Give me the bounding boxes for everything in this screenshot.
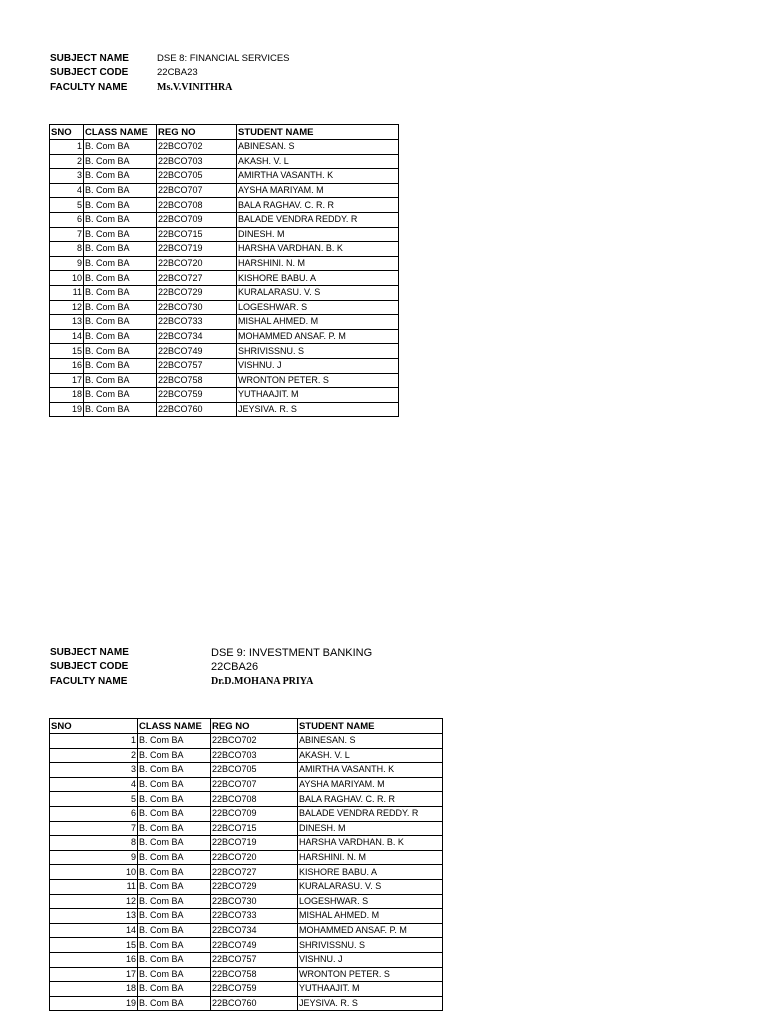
table-row bbox=[50, 909, 443, 924]
cell-student-name: BALADE VENDRA REDDY. R bbox=[298, 806, 443, 821]
table-row bbox=[50, 923, 443, 938]
cell-reg-no: 22BCO719 bbox=[157, 242, 237, 257]
table-row bbox=[50, 300, 399, 315]
student-table-2 bbox=[49, 718, 443, 1011]
table-row bbox=[50, 183, 399, 198]
table-row bbox=[50, 748, 443, 763]
cell-sno: 10 bbox=[50, 271, 84, 286]
cell-reg-no: 22BCO757 bbox=[157, 358, 237, 373]
cell-sno: 3 bbox=[50, 763, 138, 778]
cell-sno: 10 bbox=[50, 865, 138, 880]
cell-sno: 1 bbox=[50, 734, 138, 749]
table-row bbox=[50, 982, 443, 997]
cell-class-name: B. Com BA bbox=[84, 373, 157, 388]
cell-reg-no: 22BCO729 bbox=[211, 879, 298, 894]
cell-student-name: LOGESHWAR. S bbox=[237, 300, 399, 315]
cell-reg-no: 22BCO708 bbox=[157, 198, 237, 213]
table-row bbox=[50, 212, 399, 227]
cell-student-name: HARSHINI. N. M bbox=[237, 256, 399, 271]
cell-sno: 16 bbox=[50, 952, 138, 967]
table-row bbox=[50, 821, 443, 836]
subject-code-value: 22CBA26 bbox=[211, 661, 259, 673]
cell-reg-no: 22BCO719 bbox=[211, 836, 298, 851]
cell-sno: 14 bbox=[50, 329, 84, 344]
cell-reg-no: 22BCO707 bbox=[211, 777, 298, 792]
table-row bbox=[50, 763, 443, 778]
table-header-row bbox=[50, 125, 399, 140]
cell-class-name: B. Com BA bbox=[84, 183, 157, 198]
cell-sno: 12 bbox=[50, 300, 84, 315]
cell-reg-no: 22BCO749 bbox=[157, 344, 237, 359]
cell-reg-no: 22BCO727 bbox=[211, 865, 298, 880]
cell-student-name: LOGESHWAR. S bbox=[298, 894, 443, 909]
cell-sno: 13 bbox=[50, 909, 138, 924]
cell-class-name: B. Com BA bbox=[84, 402, 157, 417]
table-row bbox=[50, 894, 443, 909]
cell-reg-no: 22BCO733 bbox=[211, 909, 298, 924]
table-row bbox=[50, 140, 399, 155]
cell-reg-no: 22BCO709 bbox=[157, 212, 237, 227]
cell-class-name: B. Com BA bbox=[84, 358, 157, 373]
cell-sno: 15 bbox=[50, 938, 138, 953]
cell-class-name: B. Com BA bbox=[84, 271, 157, 286]
cell-reg-no: 22BCO760 bbox=[211, 996, 298, 1011]
cell-sno: 18 bbox=[50, 982, 138, 997]
table-row bbox=[50, 344, 399, 359]
faculty-name-value: Ms.V.VINITHRA bbox=[157, 82, 233, 93]
cell-student-name: AYSHA MARIYAM. M bbox=[237, 183, 399, 198]
cell-student-name: YUTHAAJIT. M bbox=[298, 982, 443, 997]
cell-reg-no: 22BCO757 bbox=[211, 952, 298, 967]
cell-sno: 9 bbox=[50, 256, 84, 271]
cell-class-name: B. Com BA bbox=[84, 242, 157, 257]
cell-class-name: B. Com BA bbox=[138, 894, 211, 909]
cell-reg-no: 22BCO758 bbox=[211, 967, 298, 982]
table-row bbox=[50, 256, 399, 271]
cell-sno: 6 bbox=[50, 212, 84, 227]
header-reg-no: REG NO bbox=[157, 125, 237, 140]
cell-class-name: B. Com BA bbox=[138, 821, 211, 836]
cell-student-name: JEYSIVA. R. S bbox=[237, 402, 399, 417]
cell-sno: 2 bbox=[50, 154, 84, 169]
cell-student-name: VISHNU. J bbox=[298, 952, 443, 967]
cell-sno: 4 bbox=[50, 777, 138, 792]
cell-class-name: B. Com BA bbox=[138, 763, 211, 778]
cell-student-name: AKASH. V. L bbox=[237, 154, 399, 169]
faculty-name-label: FACULTY NAME bbox=[50, 82, 128, 93]
cell-student-name: ABINESAN. S bbox=[237, 140, 399, 155]
cell-sno: 18 bbox=[50, 388, 84, 403]
student-table-1 bbox=[49, 124, 399, 417]
table-row bbox=[50, 938, 443, 953]
cell-reg-no: 22BCO759 bbox=[211, 982, 298, 997]
cell-class-name: B. Com BA bbox=[84, 344, 157, 359]
cell-class-name: B. Com BA bbox=[138, 996, 211, 1011]
subject-code-value: 22CBA23 bbox=[157, 67, 198, 78]
cell-reg-no: 22BCO705 bbox=[157, 169, 237, 184]
cell-reg-no: 22BCO705 bbox=[211, 763, 298, 778]
cell-reg-no: 22BCO702 bbox=[211, 734, 298, 749]
cell-sno: 14 bbox=[50, 923, 138, 938]
cell-student-name: KISHORE BABU. A bbox=[298, 865, 443, 880]
cell-student-name: BALA RAGHAV. C. R. R bbox=[237, 198, 399, 213]
table-row bbox=[50, 227, 399, 242]
table-row bbox=[50, 806, 443, 821]
cell-class-name: B. Com BA bbox=[138, 938, 211, 953]
cell-class-name: B. Com BA bbox=[84, 388, 157, 403]
cell-class-name: B. Com BA bbox=[84, 256, 157, 271]
faculty-name-value: Dr.D.MOHANA PRIYA bbox=[211, 676, 314, 687]
table-row bbox=[50, 777, 443, 792]
cell-student-name: MISHAL AHMED. M bbox=[237, 315, 399, 330]
cell-class-name: B. Com BA bbox=[138, 909, 211, 924]
cell-student-name: ABINESAN. S bbox=[298, 734, 443, 749]
table-row bbox=[50, 734, 443, 749]
cell-student-name: KISHORE BABU. A bbox=[237, 271, 399, 286]
cell-student-name: AKASH. V. L bbox=[298, 748, 443, 763]
cell-class-name: B. Com BA bbox=[138, 982, 211, 997]
cell-student-name: AYSHA MARIYAM. M bbox=[298, 777, 443, 792]
cell-student-name: DINESH. M bbox=[237, 227, 399, 242]
cell-class-name: B. Com BA bbox=[138, 806, 211, 821]
cell-student-name: KURALARASU. V. S bbox=[237, 285, 399, 300]
cell-class-name: B. Com BA bbox=[84, 154, 157, 169]
cell-sno: 13 bbox=[50, 315, 84, 330]
cell-student-name: MISHAL AHMED. M bbox=[298, 909, 443, 924]
subject-code-label: SUBJECT CODE bbox=[50, 661, 129, 672]
cell-sno: 19 bbox=[50, 996, 138, 1011]
cell-sno: 6 bbox=[50, 806, 138, 821]
cell-sno: 12 bbox=[50, 894, 138, 909]
cell-reg-no: 22BCO729 bbox=[157, 285, 237, 300]
cell-sno: 15 bbox=[50, 344, 84, 359]
cell-class-name: B. Com BA bbox=[138, 879, 211, 894]
cell-class-name: B. Com BA bbox=[84, 285, 157, 300]
table-row bbox=[50, 879, 443, 894]
cell-sno: 1 bbox=[50, 140, 84, 155]
cell-reg-no: 22BCO715 bbox=[157, 227, 237, 242]
cell-student-name: KURALARASU. V. S bbox=[298, 879, 443, 894]
cell-class-name: B. Com BA bbox=[84, 300, 157, 315]
cell-sno: 11 bbox=[50, 285, 84, 300]
table-row bbox=[50, 402, 399, 417]
cell-reg-no: 22BCO759 bbox=[157, 388, 237, 403]
table-row bbox=[50, 329, 399, 344]
cell-sno: 16 bbox=[50, 358, 84, 373]
header-student-name: STUDENT NAME bbox=[298, 719, 443, 734]
subject-name-label: SUBJECT NAME bbox=[50, 647, 129, 658]
table-row bbox=[50, 792, 443, 807]
cell-student-name: HARSHINI. N. M bbox=[298, 850, 443, 865]
table-header-row bbox=[50, 719, 443, 734]
cell-sno: 11 bbox=[50, 879, 138, 894]
table-row bbox=[50, 850, 443, 865]
table-row bbox=[50, 865, 443, 880]
cell-sno: 9 bbox=[50, 850, 138, 865]
table-row bbox=[50, 154, 399, 169]
cell-student-name: SHRIVISSNU. S bbox=[298, 938, 443, 953]
cell-reg-no: 22BCO715 bbox=[211, 821, 298, 836]
cell-reg-no: 22BCO708 bbox=[211, 792, 298, 807]
cell-class-name: B. Com BA bbox=[138, 836, 211, 851]
cell-sno: 5 bbox=[50, 198, 84, 213]
cell-reg-no: 22BCO749 bbox=[211, 938, 298, 953]
table-row bbox=[50, 198, 399, 213]
cell-class-name: B. Com BA bbox=[84, 169, 157, 184]
header-sno: SNO bbox=[50, 719, 138, 734]
cell-reg-no: 22BCO727 bbox=[157, 271, 237, 286]
cell-student-name: HARSHA VARDHAN. B. K bbox=[298, 836, 443, 851]
table-row bbox=[50, 285, 399, 300]
table-row bbox=[50, 373, 399, 388]
cell-student-name: WRONTON PETER. S bbox=[237, 373, 399, 388]
header-student-name: STUDENT NAME bbox=[237, 125, 399, 140]
cell-class-name: B. Com BA bbox=[138, 923, 211, 938]
cell-student-name: AMIRTHA VASANTH. K bbox=[298, 763, 443, 778]
subject-name-label: SUBJECT NAME bbox=[50, 53, 129, 64]
cell-sno: 3 bbox=[50, 169, 84, 184]
table-row bbox=[50, 315, 399, 330]
header-class-name: CLASS NAME bbox=[138, 719, 211, 734]
cell-reg-no: 22BCO720 bbox=[211, 850, 298, 865]
cell-class-name: B. Com BA bbox=[138, 865, 211, 880]
cell-class-name: B. Com BA bbox=[138, 967, 211, 982]
cell-class-name: B. Com BA bbox=[138, 792, 211, 807]
table-body bbox=[50, 140, 399, 417]
cell-reg-no: 22BCO703 bbox=[211, 748, 298, 763]
cell-sno: 19 bbox=[50, 402, 84, 417]
cell-sno: 5 bbox=[50, 792, 138, 807]
cell-sno: 17 bbox=[50, 967, 138, 982]
cell-sno: 17 bbox=[50, 373, 84, 388]
cell-student-name: YUTHAAJIT. M bbox=[237, 388, 399, 403]
table-row bbox=[50, 388, 399, 403]
header-reg-no: REG NO bbox=[211, 719, 298, 734]
cell-student-name: WRONTON PETER. S bbox=[298, 967, 443, 982]
cell-student-name: BALA RAGHAV. C. R. R bbox=[298, 792, 443, 807]
cell-sno: 8 bbox=[50, 242, 84, 257]
table-row bbox=[50, 996, 443, 1011]
cell-reg-no: 22BCO760 bbox=[157, 402, 237, 417]
header-sno: SNO bbox=[50, 125, 84, 140]
cell-student-name: JEYSIVA. R. S bbox=[298, 996, 443, 1011]
table-row bbox=[50, 169, 399, 184]
cell-reg-no: 22BCO709 bbox=[211, 806, 298, 821]
cell-sno: 7 bbox=[50, 821, 138, 836]
subject-name-value: DSE 9: INVESTMENT BANKING bbox=[211, 647, 373, 659]
cell-sno: 4 bbox=[50, 183, 84, 198]
table-row bbox=[50, 242, 399, 257]
subject-name-value: DSE 8: FINANCIAL SERVICES bbox=[157, 53, 290, 64]
faculty-name-label: FACULTY NAME bbox=[50, 676, 128, 687]
cell-class-name: B. Com BA bbox=[138, 850, 211, 865]
table-row bbox=[50, 271, 399, 286]
cell-class-name: B. Com BA bbox=[84, 329, 157, 344]
cell-student-name: HARSHA VARDHAN. B. K bbox=[237, 242, 399, 257]
cell-student-name: BALADE VENDRA REDDY. R bbox=[237, 212, 399, 227]
cell-student-name: SHRIVISSNU. S bbox=[237, 344, 399, 359]
cell-reg-no: 22BCO734 bbox=[157, 329, 237, 344]
cell-reg-no: 22BCO707 bbox=[157, 183, 237, 198]
table-row bbox=[50, 967, 443, 982]
cell-student-name: AMIRTHA VASANTH. K bbox=[237, 169, 399, 184]
cell-class-name: B. Com BA bbox=[138, 748, 211, 763]
cell-reg-no: 22BCO733 bbox=[157, 315, 237, 330]
table-body bbox=[50, 734, 443, 1011]
cell-student-name: DINESH. M bbox=[298, 821, 443, 836]
table-row bbox=[50, 952, 443, 967]
cell-reg-no: 22BCO758 bbox=[157, 373, 237, 388]
table-row bbox=[50, 836, 443, 851]
cell-reg-no: 22BCO720 bbox=[157, 256, 237, 271]
cell-class-name: B. Com BA bbox=[138, 952, 211, 967]
cell-reg-no: 22BCO730 bbox=[157, 300, 237, 315]
cell-class-name: B. Com BA bbox=[84, 315, 157, 330]
cell-student-name: VISHNU. J bbox=[237, 358, 399, 373]
cell-class-name: B. Com BA bbox=[84, 198, 157, 213]
cell-reg-no: 22BCO703 bbox=[157, 154, 237, 169]
cell-reg-no: 22BCO734 bbox=[211, 923, 298, 938]
cell-reg-no: 22BCO730 bbox=[211, 894, 298, 909]
cell-class-name: B. Com BA bbox=[84, 140, 157, 155]
table-row bbox=[50, 358, 399, 373]
cell-class-name: B. Com BA bbox=[84, 227, 157, 242]
cell-class-name: B. Com BA bbox=[84, 212, 157, 227]
cell-sno: 8 bbox=[50, 836, 138, 851]
cell-student-name: MOHAMMED ANSAF. P. M bbox=[237, 329, 399, 344]
cell-sno: 7 bbox=[50, 227, 84, 242]
subject-code-label: SUBJECT CODE bbox=[50, 67, 129, 78]
cell-reg-no: 22BCO702 bbox=[157, 140, 237, 155]
cell-class-name: B. Com BA bbox=[138, 734, 211, 749]
cell-student-name: MOHAMMED ANSAF. P. M bbox=[298, 923, 443, 938]
cell-class-name: B. Com BA bbox=[138, 777, 211, 792]
cell-sno: 2 bbox=[50, 748, 138, 763]
header-class-name: CLASS NAME bbox=[84, 125, 157, 140]
